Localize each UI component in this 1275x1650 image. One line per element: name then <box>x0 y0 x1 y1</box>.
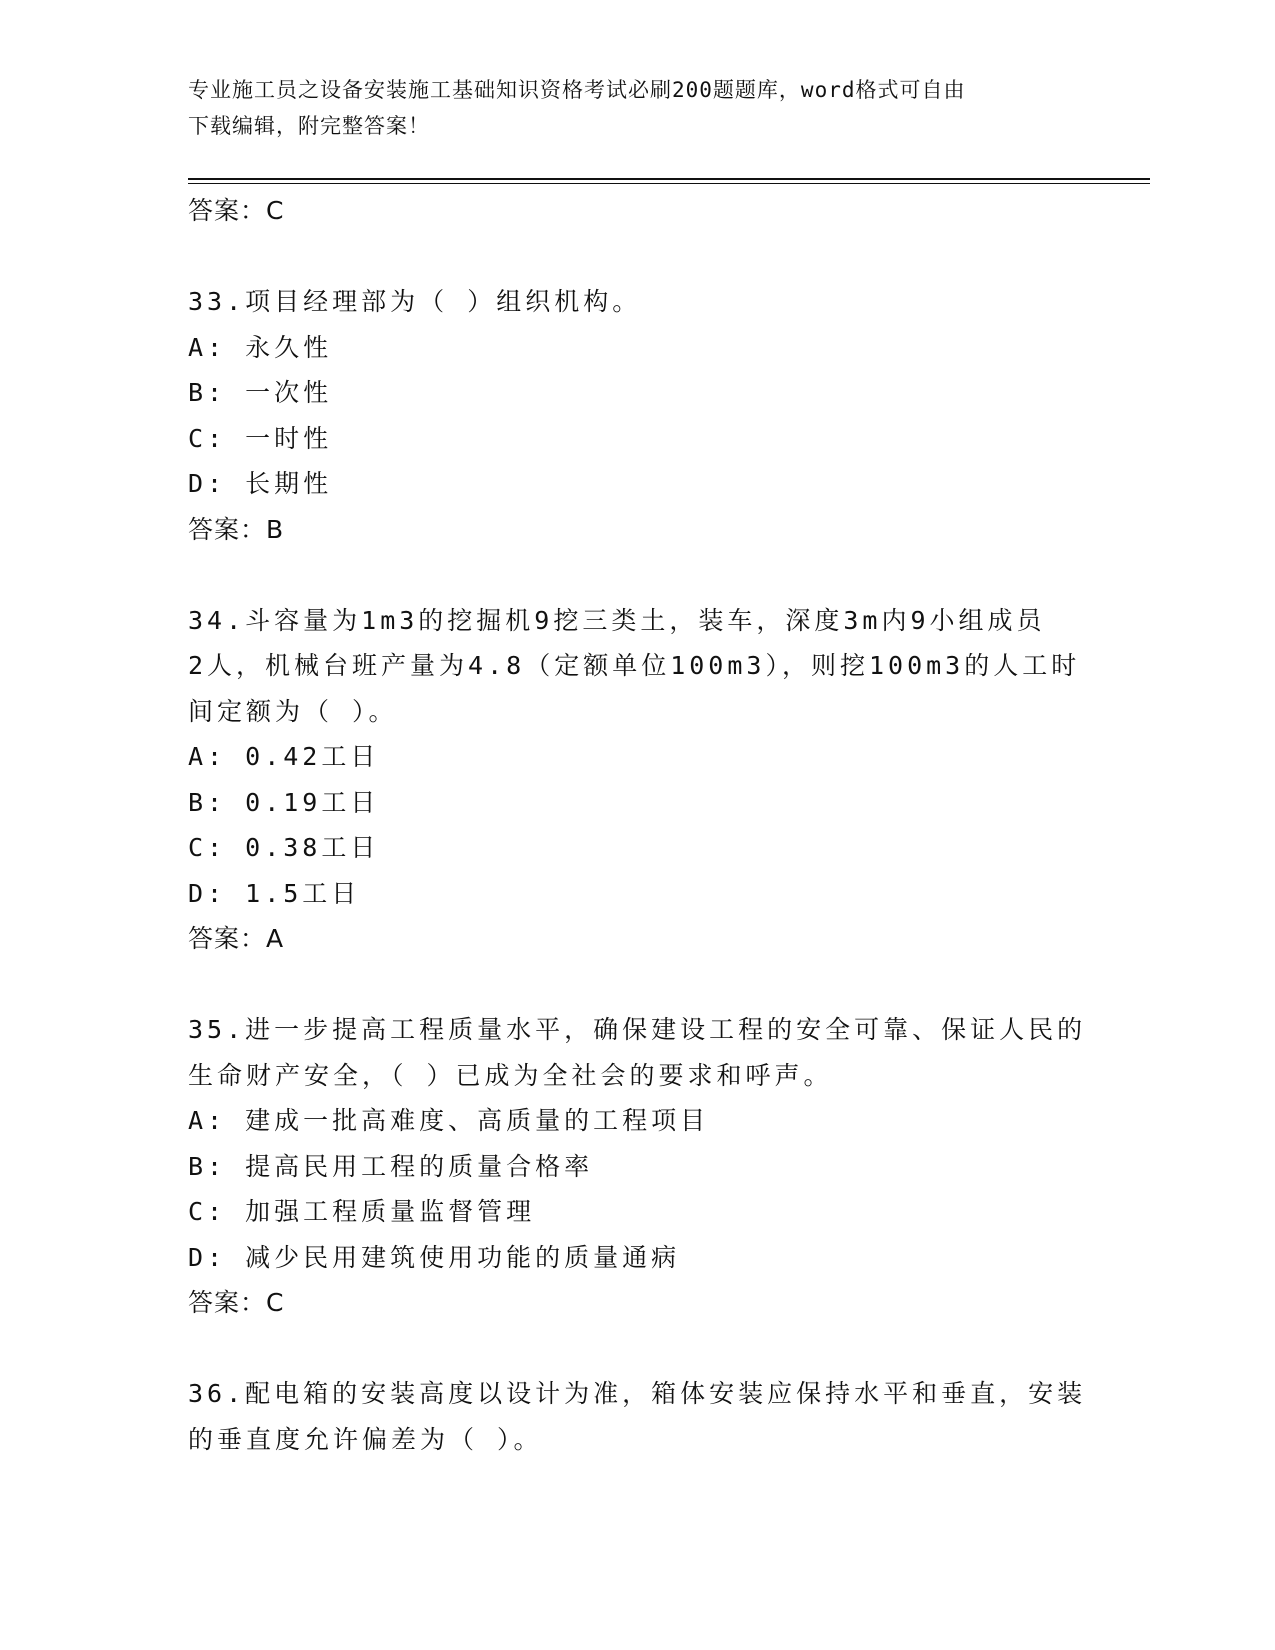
option-a: A: 永久性 <box>188 332 333 362</box>
spacer <box>188 234 1088 280</box>
header-line-1: 专业施工员之设备安装施工基础知识资格考试必刷200题题库，word格式可自由 <box>188 78 966 102</box>
option-d: D: 长期性 <box>188 469 333 498</box>
answer-32: 答案：C <box>188 196 285 225</box>
header-line-2: 下载编辑，附完整答案！ <box>188 114 430 138</box>
document-header <box>188 72 1068 144</box>
option-d: D: 减少民用建筑使用功能的质量通病 <box>188 1242 681 1272</box>
question-stem-line-1: 36.配电箱的安装高度以设计为准，箱体安装应保持水平和垂直，安装 <box>188 1379 1087 1408</box>
spacer <box>188 1326 1088 1372</box>
option-b: B: 提高民用工程的质量合格率 <box>188 1151 594 1181</box>
option-c: C: 加强工程质量监督管理 <box>188 1197 536 1226</box>
option-b: B: 一次性 <box>188 378 333 407</box>
answer: 答案：A <box>188 924 285 953</box>
option-d: D: 1.5工日 <box>188 878 361 908</box>
option-a: A: 0.42工日 <box>188 742 380 771</box>
spacer <box>188 552 1088 598</box>
question-stem-line-3: 间定额为（ ）。 <box>188 696 398 726</box>
question-34 <box>188 598 1088 962</box>
question-list <box>188 188 1088 1462</box>
question-stem-line-2: 生命财产安全，（ ）已成为全社会的要求和呼声。 <box>188 1060 833 1090</box>
header-divider-thin <box>188 183 1150 184</box>
question-stem-line-1: 35.进一步提高工程质量水平，确保建设工程的安全可靠、保证人民的 <box>188 1015 1087 1044</box>
question-stem-line-1: 34.斗容量为1m3的挖掘机9挖三类土，装车，深度3m内9小组成员 <box>188 605 1046 635</box>
option-c: C: 一时性 <box>188 423 333 453</box>
question-35 <box>188 1007 1088 1326</box>
header-divider-thick <box>188 178 1150 180</box>
question-36 <box>188 1371 1088 1462</box>
question-stem: 33.项目经理部为（ ）组织机构。 <box>188 287 642 316</box>
answer: 答案：C <box>188 1288 285 1317</box>
spacer <box>188 962 1088 1008</box>
question-stem-line-2: 的垂直度允许偏差为（ ）。 <box>188 1424 543 1454</box>
option-a: A: 建成一批高难度、高质量的工程项目 <box>188 1106 710 1135</box>
option-b: B: 0.19工日 <box>188 787 380 817</box>
option-c: C: 0.38工日 <box>188 833 380 862</box>
answer: 答案：B <box>188 514 285 544</box>
question-stem-line-2: 2人，机械台班产量为4.8（定额单位100m3），则挖100m3的人工时 <box>188 651 1081 680</box>
question-33 <box>188 279 1088 552</box>
